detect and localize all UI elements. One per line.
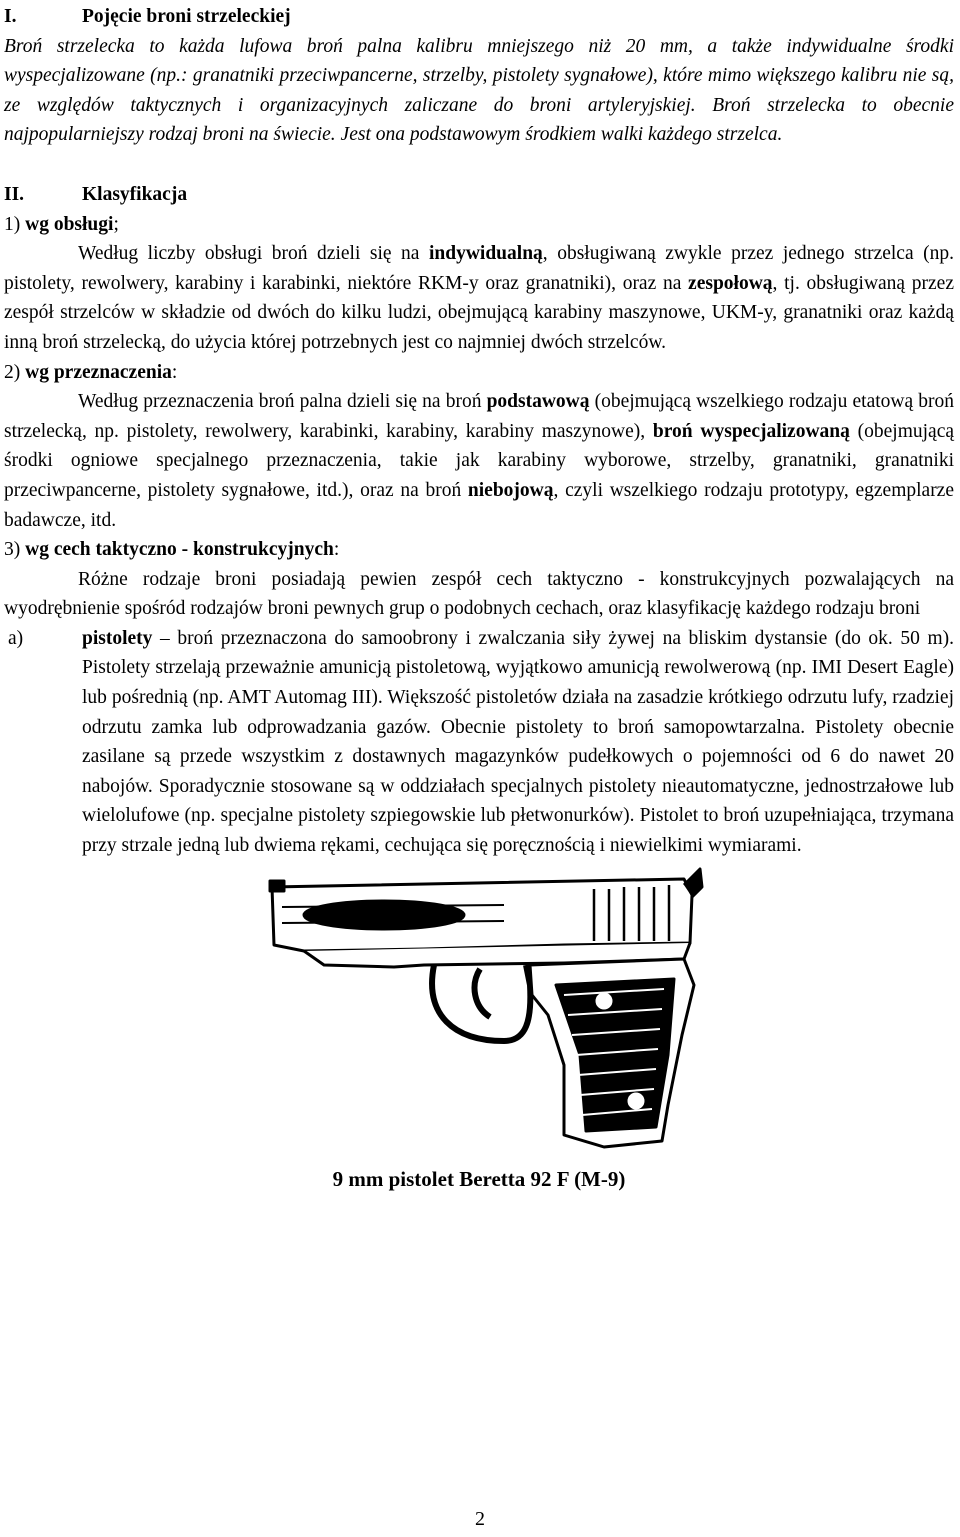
list-item-pistolety — [8, 624, 954, 861]
list-item-text: pistolety – broń przeznaczona do samoobrony i zwalczania siły żywej na bliskim dystansie (do ok. 50 m). Pistolety strzelają przeważnie amunicją pistoletową, wyjątkowo amunicją rewolwerową (np. IMI Desert Eagle) lub pośrednią (np. AMT Automag III). Większość pistoletów działa na zasadzie krótkiego odrzutu lufy, rzadziej odrzutu zamka lub odprowadzania gazów. Obecnie pistolety to broń samopowtarzalna. Pistolety obecnie zasilane są przede wszystkim z dostawnych magazynków pudełkowych o pojemności od 6 do nawet 20 nabojów. Sporadycznie stosowane są w oddziałach specjalnych pistolety nieautomatyczne, jednostrzałowe lub wielolufowe (np. specjalne pistolety szpiegowskie lub płetwonurków). Pistolet to broń uzupełniająca, trzymana przy strzale jedną lub dwiema rękami, cechująca się poręcznością i niewielkimi wymiarami. — [82, 627, 955, 857]
section-1-title: Pojęcie broni strzeleckiej — [82, 6, 291, 27]
pistol-illustration-icon — [264, 865, 704, 1163]
section-1-number: I. — [4, 6, 17, 27]
subsection-3-text: Różne rodzaje broni posiadają pewien zespół cech taktyczno - konstrukcyjnych pozwalających na wyodrębnienie spośród rodzajów broni pewnych grup o podobnych cechach, oraz klasyfikację każdego rodzaju broni — [4, 568, 954, 620]
document-page — [4, 2, 954, 1194]
section-2-number: II. — [4, 183, 25, 205]
section-1-text: Broń strzelecka to każda lufowa broń palna kalibru mniejszego niż 20 mm, a także indywidualne środki wyspecjalizowane (np.: granatniki przeciwpancerne, strzelby, pistolety sygnałowe), które mimo większego kalibru nie są, ze względów taktycznych i organizacyjnych zaliczane do broni artyleryjskiej. Broń strzelecka to obecnie najpopularniejszy rodzaj broni na świecie. Jest ona podstawowym środkiem walki każdego strzelca. — [4, 35, 954, 146]
section-2-title: Klasyfikacja — [82, 183, 188, 205]
subsection-1-heading: 1) wg obsługi; — [4, 213, 119, 235]
list-item-label: a) — [8, 627, 24, 649]
pistol-figure — [4, 865, 954, 1163]
section-2-heading — [4, 180, 954, 210]
section-1-heading — [4, 2, 954, 32]
subsection-3-heading: 3) wg cech taktyczno - konstrukcyjnych: — [4, 539, 340, 561]
subsection-2-text: Według przeznaczenia broń palna dzieli się na broń podstawową (obejmującą wszelkiego rodzaju etatową broń strzelecką, np. pistolety, rewolwery, karabinki, karabiny, karabiny maszynowe), broń wyspecjalizowaną (obejmującą środki ogniowe specjalnego przeznaczenia, takie jak karabiny wyborowe, strzelby, granatniki, granatniki przeciwpancerne, pistolety sygnałowe, itd.), oraz na broń niebojową, czyli wszelkiego rodzaju prototypy, egzemplarze badawcze, itd. — [4, 391, 955, 531]
subsection-2-heading: 2) wg przeznaczenia: — [4, 361, 178, 383]
figure-caption: 9 mm pistolet Beretta 92 F (M-9) — [332, 1166, 626, 1191]
subsection-1-text: Według liczby obsługi broń dzieli się na indywidualną, obsługiwaną zwykle przez jednego strzelca (np. pistolety, rewolwery, karabiny i karabinki, niektóre RKM-y oraz granatniki), oraz na zespołową, tj. obsługiwaną przez zespół strzelców w składzie od dwóch do kilku ludzi, obejmującą karabiny maszynowe, UKM-y, granatniki oraz każdą inną broń strzelecką, do użycia której potrzebnych jest co najmniej dwóch strzelców. — [4, 243, 954, 353]
page-number: 2 — [475, 1508, 485, 1530]
